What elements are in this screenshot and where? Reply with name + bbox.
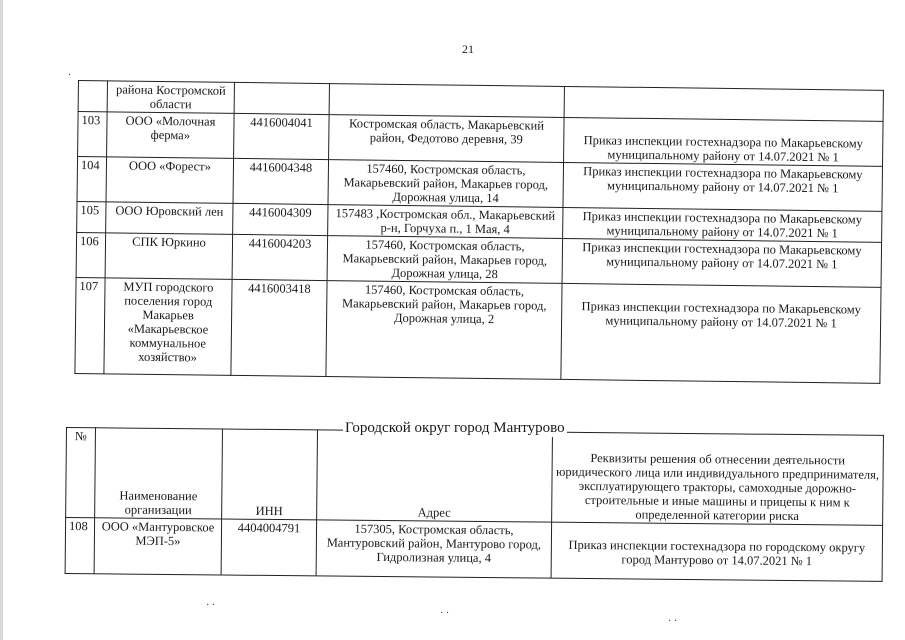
scan-edge (0, 0, 3, 640)
row-number: 104 (77, 157, 107, 202)
org-address: Костромская область, Макарьевский район, Федотово деревня, 39 (329, 115, 565, 163)
table-cell (329, 84, 564, 118)
organizations-table-makaryev (74, 80, 884, 384)
org-name: МУП городского поселения город Макарьев «Макарьевское коммунальное хозяйство» (104, 278, 232, 376)
scan-speck: · (68, 70, 72, 81)
org-doc-cell (561, 283, 881, 383)
header-num: № (66, 428, 96, 518)
table-row (65, 518, 882, 582)
org-inn: 4416003418 (231, 279, 327, 376)
org-doc: Приказ инспекции гостехнадзора по Макарьевскому муниципальному району от 14.07.2021 № 1 (583, 133, 864, 165)
header-doc: Реквизиты решения об отнесении деятельности юридического лица или индивидуального предпринимателя, эксплуатирующего тракторы, самоходные дорожно-строительные и иные машины и прицепы к ним к определенной категории риска (552, 432, 884, 525)
org-name: ООО Юровский лен (106, 202, 233, 235)
row-number: 108 (65, 518, 95, 574)
scan-speck: · · (668, 616, 678, 627)
row-number: 106 (76, 232, 106, 277)
org-doc: Приказ инспекции гостехнадзора по Макарьевскому муниципальному району от 14.07.2021 № 1 (563, 162, 883, 211)
page-number: 21 (462, 42, 474, 56)
row-number: 103 (78, 112, 108, 157)
org-doc: Приказ инспекции гостехнадзора по городскому округу город Мантурово от 14.07.2021 № 1 (568, 537, 866, 569)
org-address: 157305, Костромская область, Мантуровский район, Мантурово город, Гидролизная улица, 4 (316, 520, 552, 578)
org-inn: 4404004791 (221, 519, 317, 576)
table-cell: района Костромской области (107, 81, 234, 114)
header-name: Наименование организации (95, 428, 223, 519)
org-name: ООО «Мантуровское МЭП-5» (94, 518, 222, 575)
header-inn: ИНН (222, 429, 318, 520)
org-inn: 4416004041 (234, 113, 330, 159)
table-header-row (66, 428, 884, 526)
org-address: 157460, Костромская область, Макарьевский район, Макарьев город, Дорожная улица, 28 (327, 236, 563, 284)
org-doc-cell (551, 522, 883, 581)
row-number: 105 (77, 201, 106, 232)
table-row (75, 277, 881, 383)
org-inn: 4416004348 (233, 158, 329, 204)
org-doc: Приказ инспекции гостехнадзора по Макарьевскому муниципальному району от 14.07.2021 № 1 (562, 238, 882, 287)
org-doc: Приказ инспекции гостехнадзора по Макарьевскому муниципальному району от 14.07.2021 № 1 (563, 207, 882, 242)
row-number: 107 (75, 277, 105, 373)
scan-speck: · · (206, 600, 216, 611)
org-inn: 4416004309 (233, 203, 328, 235)
org-name: СПК Юркино (105, 233, 233, 280)
org-inn: 4416004203 (232, 234, 328, 280)
org-address: 157460, Костромская область, Макарьевский район, Макарьев город, Дорожная улица, 2 (326, 281, 562, 380)
org-address: 157460, Костромская область, Макарьевский район, Макарьев город, Дорожная улица, 14 (328, 160, 564, 208)
org-doc-cell (564, 117, 884, 166)
org-name: ООО «Форест» (106, 157, 234, 204)
scan-speck: · · (440, 608, 450, 619)
organizations-table-manturovo (65, 427, 884, 582)
org-address: 157483 ,Костромская обл., Макарьевский р-н, Горчуха п., 1 Мая, 4 (328, 205, 563, 239)
header-address: Адрес (317, 430, 553, 522)
table-cell (564, 86, 883, 121)
org-doc: Приказ инспекции гостехнадзора по Макарьевскому муниципальному району от 14.07.2021 № 1 (581, 299, 862, 331)
table-cell (78, 81, 107, 112)
table-cell (234, 82, 329, 114)
section-title: Городской округ город Мантурово (345, 420, 565, 436)
org-name: ООО «Молочная ферма» (107, 112, 235, 159)
